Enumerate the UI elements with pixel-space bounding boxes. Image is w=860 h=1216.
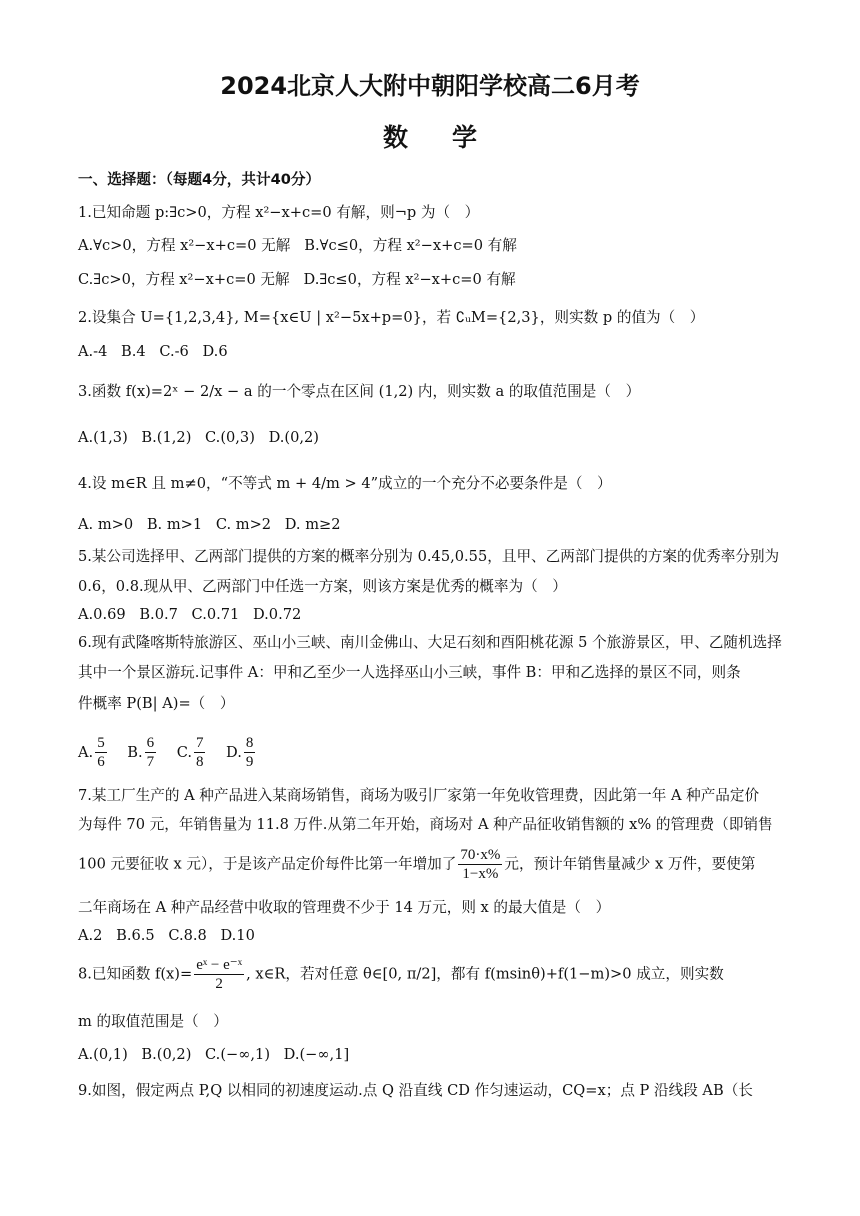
question-8-options	[78, 1045, 783, 1065]
question-8-line-1	[78, 956, 783, 1000]
fraction-numerator: 5	[97, 735, 105, 751]
question-8-line-1-text-a: 8.已知函数 f(x)=	[78, 965, 193, 983]
question-3-stem: 3.函数 f(x)=2ˣ − 2/x − a 的一个零点在区间 (1,2) 内，则实数 a 的取值范围是（ ）	[78, 383, 641, 400]
question-2-option-a: A.-4	[78, 343, 108, 360]
question-3-option-d: D.(0,2)	[268, 429, 319, 446]
fraction	[194, 956, 244, 993]
option-label: B.	[127, 743, 143, 761]
fraction-numerator: 8	[245, 735, 254, 751]
fraction-denominator: 1−x%	[462, 866, 499, 882]
subject-title: 数学	[382, 123, 521, 152]
question-1-options-cd	[78, 270, 783, 290]
question-6-option-c	[176, 735, 212, 770]
question-1-options-ab	[78, 236, 783, 256]
question-8-option-a: A.(0,1)	[78, 1046, 128, 1063]
question-4-option-a: A. m>0	[78, 516, 134, 533]
fraction-numerator: 70·x%	[460, 847, 501, 863]
question-6-line-2: 其中一个景区游玩.记事件 A：甲和乙至少一人选择巫山小三峡，事件 B：甲和乙选择的景区不同，则条	[78, 664, 741, 681]
fraction	[145, 734, 157, 771]
fraction-denominator: 6	[97, 754, 105, 770]
fraction	[95, 734, 107, 771]
fraction-denominator: 8	[195, 754, 204, 770]
question-7-line-3	[78, 846, 783, 886]
question-4-option-d: D. m≥2	[284, 516, 341, 533]
fraction-denominator: 2	[215, 976, 223, 992]
question-5-option-a: A.0.69	[78, 606, 126, 623]
question-7-option-a: A.2	[78, 927, 103, 944]
question-6-option-a	[78, 735, 113, 770]
question-7-line-4: 二年商场在 A 种产品经营中收取的管理费不少于 14 万元，则 x 的最大值是（ ）	[78, 899, 611, 916]
question-1-option-a: A.∀c>0，方程 x²−x+c=0 无解	[78, 237, 291, 254]
question-3-option-a: A.(1,3)	[78, 429, 128, 446]
question-2-option-b: B.4	[121, 343, 146, 360]
question-8-option-b: B.(0,2)	[141, 1046, 192, 1063]
question-4-option-c: C. m>2	[215, 516, 272, 533]
exam-title: 2024北京人大附中朝阳学校高二6月考	[220, 72, 640, 100]
question-3-option-c: C.(0,3)	[205, 429, 255, 446]
question-3-options	[78, 428, 783, 448]
question-8-option-c: C.(−∞,1)	[205, 1046, 271, 1063]
question-8-line-2: m 的取值范围是（ ）	[78, 1013, 228, 1030]
fraction-denominator: 7	[146, 754, 155, 770]
question-7-options	[78, 926, 783, 946]
question-5-line-2: 0.6，0.8.现从甲、乙两部门中任选一方案，则该方案是优秀的概率为（ ）	[78, 578, 567, 595]
fraction-numerator: eˣ − e⁻ˣ	[196, 957, 243, 973]
fraction-numerator: 7	[195, 735, 204, 751]
fraction-numerator: 6	[146, 735, 155, 751]
question-1-option-b: B.∀c≤0，方程 x²−x+c=0 有解	[304, 237, 517, 254]
question-5-option-b: B.0.7	[139, 606, 178, 623]
question-2-option-d: D.6	[202, 343, 228, 360]
question-3-option-b: B.(1,2)	[141, 429, 192, 446]
question-7-line-1: 7.某工厂生产的 A 种产品进入某商场销售，商场为吸引厂家第一年免收管理费，因此第一年 A 种产品定价	[78, 787, 760, 804]
question-6-option-d	[226, 735, 257, 770]
option-label: C.	[176, 743, 192, 761]
question-4-option-b: B. m>1	[146, 516, 203, 533]
question-6-line-3: 件概率 P(B| A)=（ ）	[78, 695, 235, 712]
question-1-option-d: D.∃c≤0，方程 x²−x+c=0 有解	[303, 271, 516, 288]
question-7-line-2: 为每件 70 元，年销售量为 11.8 万件.从第二年开始，商场对 A 种产品征收销售额的 x% 的管理费（即销售	[78, 816, 773, 833]
question-7-option-b: B.6.5	[116, 927, 155, 944]
question-5-option-d: D.0.72	[252, 606, 302, 623]
question-5-option-c: C.0.71	[191, 606, 240, 623]
fraction	[194, 734, 206, 771]
question-6-option-b	[127, 735, 163, 770]
question-7-option-d: D.10	[220, 927, 255, 944]
question-9-line-1: 9.如图，假定两点 P,Q 以相同的初速度运动.点 Q 沿直线 CD 作匀速运动，CQ=x；点 P 沿线段 AB（长	[78, 1082, 753, 1099]
section-heading: 一、选择题：（每题4分，共计40分）	[78, 171, 321, 188]
question-1-option-c: C.∃c>0，方程 x²−x+c=0 无解	[78, 271, 290, 288]
fraction-denominator: 9	[245, 754, 254, 770]
option-label: D.	[226, 743, 242, 761]
question-8-line-1-text-b: , x∈R，若对任意 θ∈[0, π/2]，都有 f(msinθ)+f(1−m)>0 成立，则实数	[246, 965, 724, 983]
fraction	[244, 734, 256, 771]
question-1-stem: 1.已知命题 p:∃c>0，方程 x²−x+c=0 有解，则¬p 为（ ）	[78, 204, 480, 221]
question-2-options	[78, 342, 783, 362]
question-6-options	[78, 734, 783, 778]
question-7-line-3-text-a: 100 元要征收 x 元），于是该产品定价每件比第一年增加了	[78, 855, 457, 873]
question-2-stem: 2.设集合 U={1,2,3,4}, M={x∈U | x²−5x+p=0}，若 ∁ᵤM={2,3}，则实数 p 的值为（ ）	[78, 309, 705, 326]
question-5-options	[78, 605, 783, 625]
question-8-option-d: D.(−∞,1]	[283, 1046, 350, 1063]
question-4-stem: 4.设 m∈R 且 m≠0，“不等式 m + 4/m > 4”成立的一个充分不必要条件是（ ）	[78, 475, 612, 492]
question-5-line-1: 5.某公司选择甲、乙两部门提供的方案的概率分别为 0.45,0.55，且甲、乙两部门提供的方案的优秀率分别为	[78, 548, 780, 565]
question-2-option-c: C.-6	[159, 343, 189, 360]
fraction	[458, 846, 502, 883]
question-4-options	[78, 515, 783, 535]
question-7-option-c: C.8.8	[168, 927, 207, 944]
question-6-line-1: 6.现有武隆喀斯特旅游区、巫山小三峡、南川金佛山、大足石刻和酉阳桃花源 5 个旅游景区，甲、乙随机选择	[78, 634, 782, 651]
option-label: A.	[78, 743, 94, 761]
question-7-line-3-text-b: 元，预计年销售量减少 x 万件，要使第	[504, 855, 756, 873]
